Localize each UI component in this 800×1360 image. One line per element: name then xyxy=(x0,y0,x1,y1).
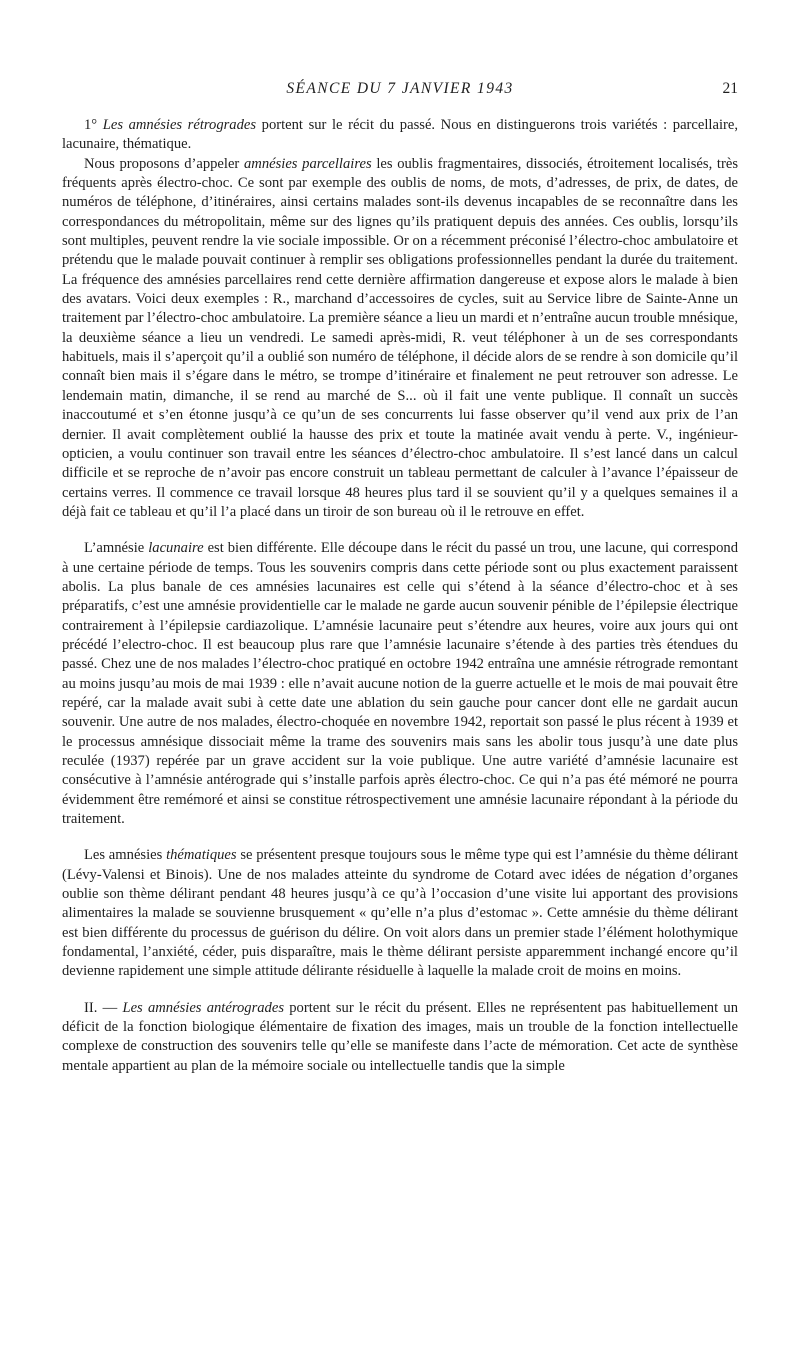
paragraph-thematiques xyxy=(62,846,738,981)
text-run: Nous proposons d’appeler xyxy=(84,155,244,172)
running-head-title: SÉANCE DU 7 JANVIER 1943 xyxy=(286,80,514,97)
paragraph-anterogrades xyxy=(62,999,738,1076)
page-number: 21 xyxy=(722,80,738,97)
text-run: se présentent presque toujours sous le même type qui est l’amnésie du thème délirant (Lévy-Valensi et Binois). Une de nos malades atteinte du syndrome de Cotard avec idées de négation d’organes oublie son thème délirant pendant 48 heures jusqu’à ce qu’à l’occasion d’une visite lui apportant des provisions alimentaires la malade se souvienne brusquement « qu’elle n’a plus d’estomac ». Cette amnésie du thème délirant est bien différente du processus de guérison du délire. On voit alors dans un premier stade l’élément holothymique fondamental, l’anxiété, céder, puis disparaître, mais le thème délirant persiste apparemment inchangé encore qu’il devienne rapidement une simple attitude délirante résiduelle à laquelle la malade croit de moins en moins. xyxy=(62,847,738,980)
italic-term: lacunaire xyxy=(148,540,204,557)
paragraph-parcellaires xyxy=(62,155,738,523)
article-body xyxy=(62,116,738,1076)
text-run: est bien différente. Elle découpe dans le récit du passé un trou, une lacune, qui correspond à une certaine période de temps. Tous les souvenirs compris dans cette période sont ou plus exactement paraissent abolis. La plus banale de ces amnésies lacunaires est celle qui s’étend à la séance d’électro-choc et à ses préparatifs, c’est une amnésie providentielle car le malade ne garde aucun souvenir pénible de l’épilepsie électrique contrairement à l’épilepsie cardiazolique. L’amnésie lacunaire peut s’étendre aux heures, voire aux jours qui ont précédé l’electro-choc. Il est beaucoup plus rare que l’amnésie lacunaire s’étende à des parties très étendues du passé. Chez une de nos malades l’électro-choc pratiqué en octobre 1942 entraîna une amnésie rétrograde remontant au moins jusqu’au mois de mai 1939 : elle n’avait aucune notion de la guerre actuelle et le mois de mai pouvait être repéré, car la malade avait subi à cette date une ablation du sein gauche pour cancer dont elle ne gardait aucun souvenir. Une autre de nos malades, électro-choquée en novembre 1942, reportait son passé le plus récent à 1939 et le processus amnésique dissociait même la trame des souvenirs mais sans les abolir tous jusqu’à une date plus reculée (1937) repérée par un grave accident sur la voie publique. Une autre variété d’amnésie lacunaire est consécutive à l’amnésie antérograde qui s’installe parfois après électro-choc. Ce qui n’a pas été mémoré ne pourra évidemment être remémoré et ainsi se constitue rétrospectivement une amnésie lacunaire répondant à la période du traitement. xyxy=(62,540,738,828)
running-head xyxy=(62,80,738,102)
text-run: L’amnésie xyxy=(84,540,149,557)
text-run: les oublis fragmentaires, dissociés, étroitement localisés, très fréquents après électro-choc. Ce sont par exemple des oublis de noms, de mots, d’adresses, de prix, de dates, de numéros de téléphone, d’itinéraires, ainsi certains malades sont-ils devenus incapables de se reconnaître dans les correspondances du métropolitain, même sur des lignes qu’ils pratiquent depuis des années. Ces oublis, lorsqu’ils sont multiples, peuvent rendre la vie sociale impossible. Or on a récemment préconisé l’électro-choc ambulatoire et prétendu que le malade pouvait continuer à remplir ses obligations professionnelles pendant la durée du traitement. La fréquence des amnésies parcellaires rend cette dernière affirmation dangereuse et expose alors le malade à bien des avatars. Voici deux exemples : R., marchand d’accessoires de cycles, suit au Service libre de Sainte-Anne un traitement par l’électro-choc ambulatoire. La première séance a lieu un mardi et n’entraîne aucun trouble mnésique, la deuxième séance a lieu un vendredi. Le samedi après-midi, R. veut téléphoner à un de ses correspondants habituels, mais il s’aperçoit qu’il a oublié son numéro de téléphone, il décide alors de se rendre à son domicile qu’il connaît bien mais il s’égare dans le métro, se trompe d’itinéraire et finalement ne peut retrouver son adresse. Le lendemain matin, dimanche, il se rend au marché de S... où il fait une vente publique. Il connaît un succès inaccoutumé et s’en étonne jusqu’à ce qu’un de ses concurrents lui fasse observer qu’il vend aux prix de l’an dernier. Il avait complètement oublié la hausse des prix et toute la matinée avait vendu à perte. V., ingénieur-opticien, a voulu continuer son travail entre les séances d’électro-choc ambulatoire. Il s’est lancé dans un calcul difficile et se reproche de n’avoir pas encore construit un tableau permettant de calculer à l’avance l’épaisseur de certains verres. Il commence ce travail lorsque 48 heures plus tard il se souvient qu’il y a quelques semaines il a déjà fait ce tableau et qu’il l’a placé dans un tiroir de son bureau où il le retrouve en effet. xyxy=(62,155,738,520)
text-run: 1° xyxy=(84,117,103,133)
italic-term: amnésies parcellaires xyxy=(243,155,372,172)
italic-term: thématiques xyxy=(166,847,237,864)
text-run: Les amnésies xyxy=(84,847,167,864)
paragraph-retrograde-intro xyxy=(62,116,738,155)
text-run: portent sur le récit du présent. Elles ne représentent pas habituellement un déficit de la fonction biologique élémentaire de fixation des images, mais un trouble de la fonction intellectuelle complexe de construction des souvenirs telle qu’elle se manifeste dans l’acte de mémoration. Cet acte de synthèse mentale appartient au plan de la mémoire sociale ou intellectuelle tandis que la simple xyxy=(62,999,739,1074)
italic-term: Les amnésies antérogrades xyxy=(122,999,285,1016)
journal-page xyxy=(62,80,738,1076)
text-run: portent sur le récit du passé. Nous en distinguerons trois variétés : parcellaire, lacunaire, thématique. xyxy=(62,117,738,153)
italic-term: Les amnésies rétrogrades xyxy=(102,117,257,133)
paragraph-lacunaire xyxy=(62,539,738,829)
text-run: II. — xyxy=(84,999,123,1016)
